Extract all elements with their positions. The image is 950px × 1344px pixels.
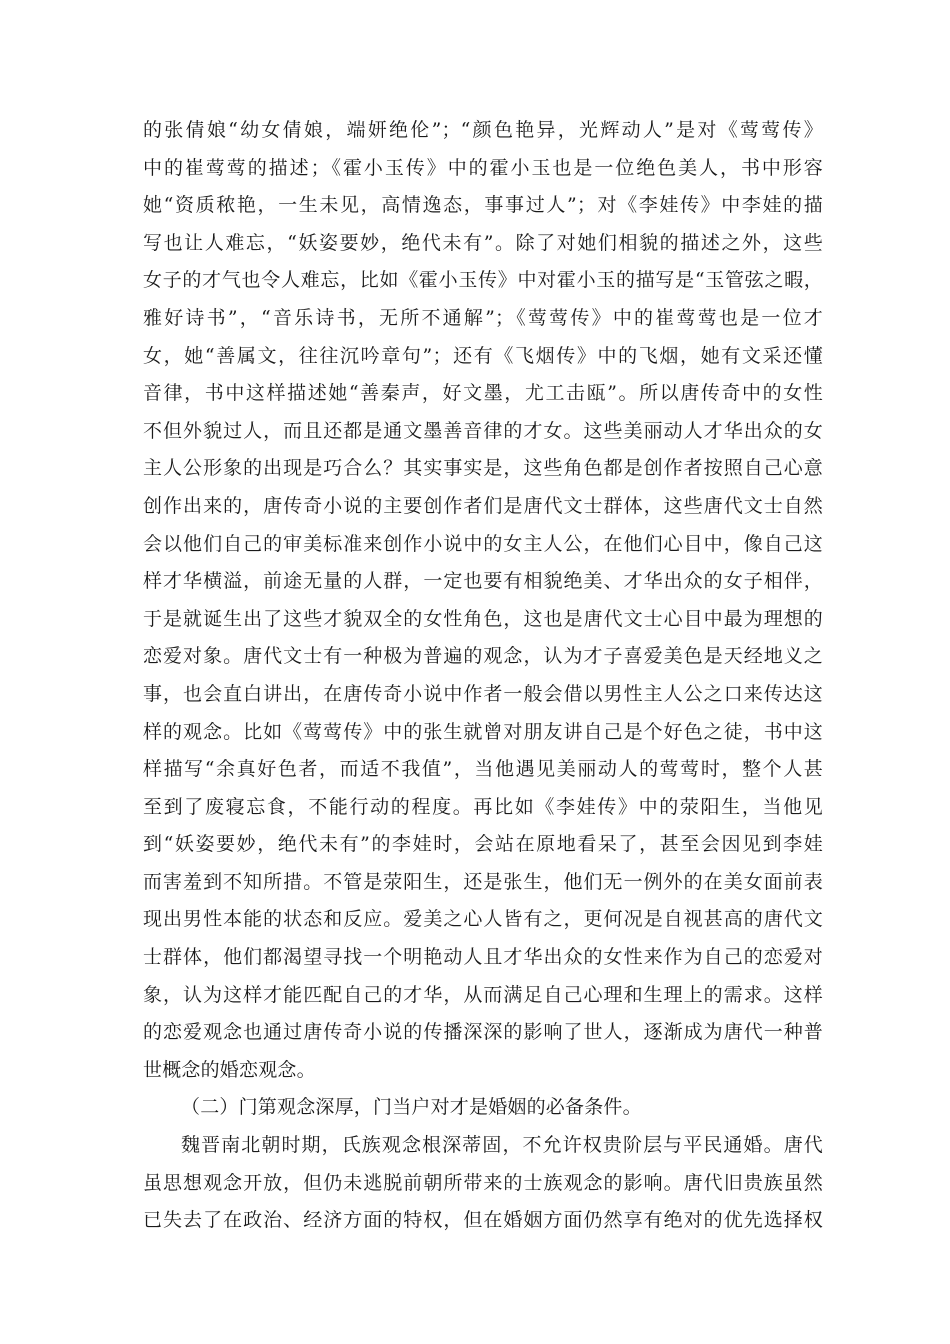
text-line: 恋爱对象。唐代文士有一种极为普遍的观念，认为才子喜爱美色是天经地义之 xyxy=(143,645,823,668)
text-line: 会以他们自己的审美标准来创作小说中的女主人公，在他们心目中，像自己这 xyxy=(143,532,823,555)
paragraph-1 xyxy=(143,112,823,1089)
body-text xyxy=(143,112,823,1240)
text-line: 中的崔莺莺的描述；《霍小玉传》中的霍小玉也是一位绝色美人，书中形容 xyxy=(143,156,823,179)
text-line: 主人公形象的出现是巧合么？其实事实是，这些角色都是创作者按照自己心意 xyxy=(143,457,823,480)
text-line: 已失去了在政治、经济方面的特权，但在婚姻方面仍然享有绝对的优先选择权 xyxy=(143,1209,823,1232)
text-line: 女子的才气也令人难忘，比如《霍小玉传》中对霍小玉的描写是“玉管弦之暇， xyxy=(143,269,823,292)
text-line: 女，她“善属文，往往沉吟章句”；还有《飞烟传》中的飞烟，她有文采还懂 xyxy=(143,344,823,367)
text-line: 士群体，他们都渴望寻找一个明艳动人且才华出众的女性来作为自己的恋爱对 xyxy=(143,946,823,969)
text-line: 现出男性本能的状态和反应。爱美之心人皆有之，更何况是自视甚高的唐代文 xyxy=(143,908,823,931)
text-line: 写也让人难忘，“妖姿要妙，绝代未有”。除了对她们相貌的描述之外，这些 xyxy=(143,231,823,254)
text-line: 不但外貌过人，而且还都是通文墨善音律的才女。这些美丽动人才华出众的女 xyxy=(143,419,823,442)
text-line: 至到了废寝忘食，不能行动的程度。再比如《李娃传》中的荥阳生，当他见 xyxy=(143,795,823,818)
text-line: 样的观念。比如《莺莺传》中的张生就曾对朋友讲自己是个好色之徒，书中这 xyxy=(143,720,823,743)
text-line: 而害羞到不知所措。不管是荥阳生，还是张生，他们无一例外的在美女面前表 xyxy=(143,870,823,893)
text-line: 于是就诞生出了这些才貌双全的女性角色，这也是唐代文士心目中最为理想的 xyxy=(143,607,823,630)
text-line: 雅好诗书”，“音乐诗书，无所不通解”；《莺莺传》中的崔莺莺也是一位才 xyxy=(143,306,823,329)
paragraph-2 xyxy=(143,1127,823,1240)
text-line: 的恋爱观念也通过唐传奇小说的传播深深的影响了世人，逐渐成为唐代一种普 xyxy=(143,1021,823,1044)
text-line: 样才华横溢，前途无量的人群，一定也要有相貌绝美、才华出众的女子相伴， xyxy=(143,570,823,593)
text-line: 样描写“余真好色者，而适不我值”，当他遇见美丽动人的莺莺时，整个人甚 xyxy=(143,758,823,781)
text-line: 她“资质秾艳，一生未见，高情逸态，事事过人”；对《李娃传》中李娃的描 xyxy=(143,194,823,217)
text-line: 虽思想观念开放，但仍未逃脱前朝所带来的士族观念的影响。唐代旧贵族虽然 xyxy=(143,1171,823,1194)
text-line: 的张倩娘“幼女倩娘，端妍绝伦”；“颜色艳异，光辉动人”是对《莺莺传》 xyxy=(143,119,823,141)
text-line: 创作出来的，唐传奇小说的主要创作者们是唐代文士群体，这些唐代文士自然 xyxy=(143,494,823,517)
section-heading: （二）门第观念深厚，门当户对才是婚姻的必备条件。 xyxy=(181,1096,642,1119)
text-line: 世概念的婚恋观念。 xyxy=(143,1058,316,1081)
text-line: 音律，书中这样描述她“善秦声，好文墨，尤工击瓯”。所以唐传奇中的女性 xyxy=(143,382,823,405)
text-line: 事，也会直白讲出，在唐传奇小说中作者一般会借以男性主人公之口来传达这 xyxy=(143,682,823,705)
text-line: 魏晋南北朝时期，氏族观念根深蒂固，不允许权贵阶层与平民通婚。唐代 xyxy=(181,1134,823,1157)
text-line: 到“妖姿要妙，绝代未有”的李娃时，会站在原地看呆了，甚至会因见到李娃 xyxy=(143,833,823,856)
text-line: 象，认为这样才能匹配自己的才华，从而满足自己心理和生理上的需求。这样 xyxy=(143,983,823,1006)
